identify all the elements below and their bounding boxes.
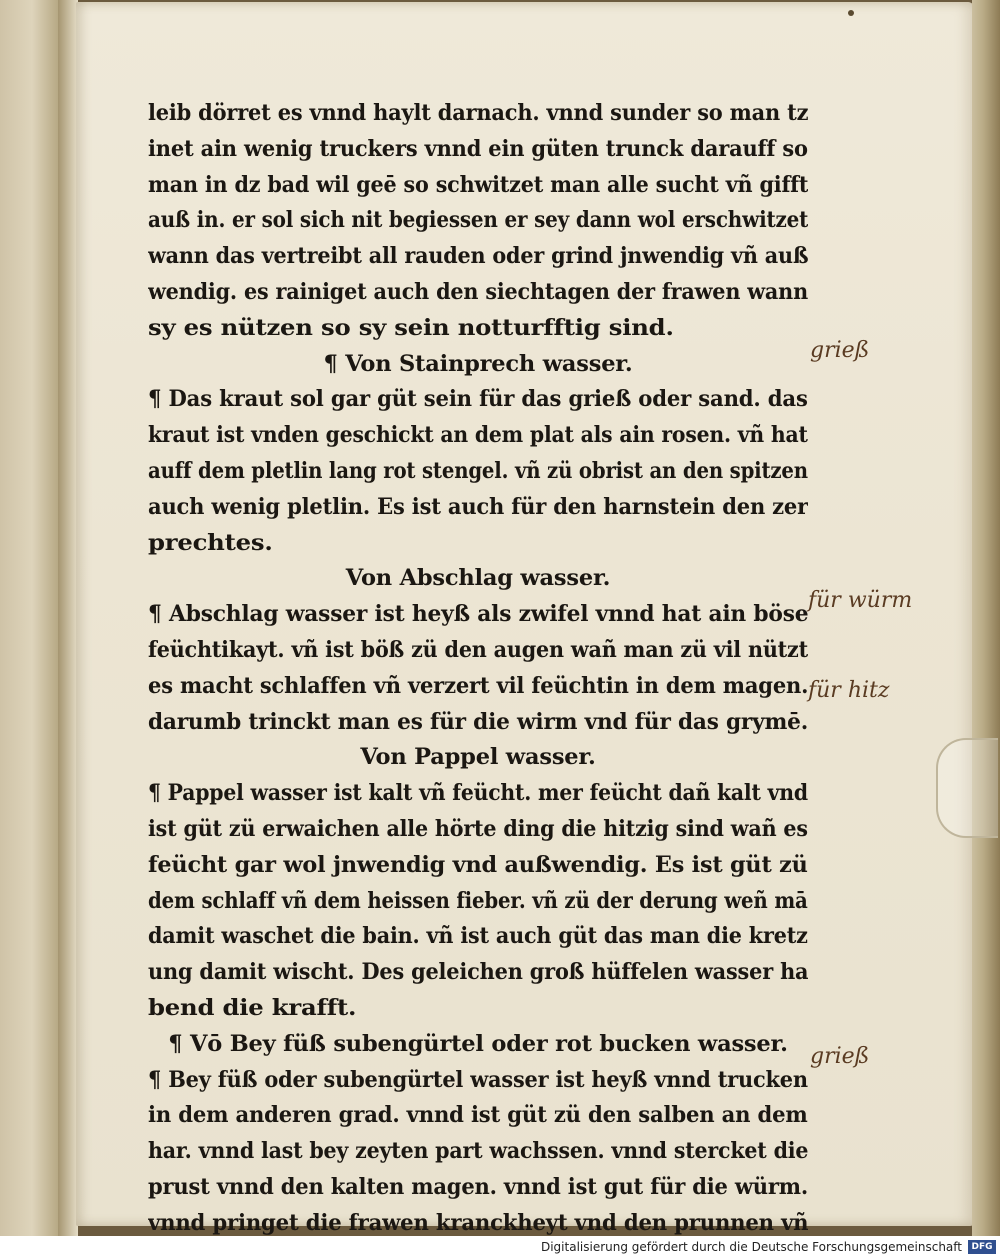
text-line: in dem anderen grad. vnnd ist güt zü den salben an dem — [148, 1102, 808, 1129]
text-line: inet ain wenig truckers vnnd ein güten trunck darauff so — [148, 135, 808, 162]
page-clip — [936, 738, 998, 838]
main-text-block — [148, 96, 808, 1236]
marginal-note: für hitz — [808, 678, 890, 703]
text-line: feücht gar wol jnwendig vnd außwendig. Es ist güt zü — [148, 851, 808, 878]
text-line: dem schlaff vñ dem heissen fieber. vñ zü der derung weñ mā — [148, 887, 808, 914]
text-line: darumb trinckt man es für die wirm vnd für das grymē. — [148, 708, 808, 735]
text-line: ¶ Bey füß oder subengürtel wasser ist heyß vnnd trucken — [148, 1066, 808, 1093]
text-line: ¶ Das kraut sol gar güt sein für das grieß oder sand. das — [148, 386, 808, 413]
text-line: vnnd pringet die frawen kranckheyt vnd den prunnen vñ — [148, 1209, 808, 1236]
marginal-note: grieß — [810, 338, 870, 363]
text-line: har. vnnd last bey zeyten part wachssen. vnnd stercket die — [148, 1138, 808, 1165]
text-line: damit waschet die bain. vñ ist auch güt das man die kretz — [148, 923, 808, 950]
footer-bar — [0, 1236, 1000, 1260]
text-line: ung damit wischt. Des geleichen groß hüffelen wasser ha — [148, 959, 808, 986]
marginal-note: grieß — [810, 1044, 870, 1069]
funding-credit: Digitalisierung gefördert durch die Deutsche Forschungsgemeinschaft — [540, 1240, 962, 1254]
right-page-edge — [972, 0, 1000, 1236]
text-line: auß in. er sol sich nit begiessen er sey dann wol erschwitzet — [148, 207, 808, 234]
page-speck — [848, 10, 854, 16]
text-line: ¶ Pappel wasser ist kalt vñ feücht. mer feücht dañ kalt vnd — [148, 780, 808, 807]
section-heading: ¶ Vō Bey füß subengürtel oder rot bucken wasser. — [168, 1030, 788, 1057]
text-line: kraut ist vnden geschickt an dem plat als ain rosen. vñ hat — [148, 422, 808, 449]
section-heading: Von Pappel wasser. — [360, 744, 596, 771]
text-line: ¶ Abschlag wasser ist heyß als zwifel vnnd hat ain böse — [148, 601, 808, 628]
text-line: bend die krafft. — [148, 994, 357, 1021]
text-line: auch wenig pletlin. Es ist auch für den harnstein den zer — [148, 493, 808, 520]
left-page-edge — [0, 0, 60, 1236]
text-line: sy es nützen so sy sein notturfftig sind. — [148, 314, 674, 341]
dfg-logo: DFG — [968, 1240, 996, 1254]
text-line: wendig. es rainiget auch den siechtagen der frawen wann — [148, 278, 808, 305]
text-line: feüchtikayt. vñ ist böß zü den augen wañ man zü vil nützt — [148, 636, 808, 663]
section-heading: ¶ Von Stainprech wasser. — [323, 350, 633, 377]
marginal-note: für würm — [808, 588, 913, 613]
text-line: ist güt zü erwaichen alle hörte ding die hitzig sind wañ es — [148, 815, 808, 842]
book-gutter — [58, 0, 78, 1236]
section-heading: Von Abschlag wasser. — [345, 565, 611, 592]
text-line: prust vnnd den kalten magen. vnnd ist gut für die würm. — [148, 1173, 808, 1200]
text-line: wann das vertreibt all rauden oder grind jnwendig vñ auß — [148, 243, 808, 270]
text-line: auff dem pletlin lang rot stengel. vñ zü obrist an den spitzen — [148, 457, 808, 484]
text-line: leib dörret es vnnd haylt darnach. vnnd sunder so man tz — [148, 100, 808, 126]
text-line: man in dz bad wil geē so schwitzet man alle sucht vñ gifft — [148, 171, 808, 198]
text-line: es macht schlaffen vñ verzert vil feüchtin in dem magen. — [148, 672, 808, 699]
text-line: prechtes. — [148, 529, 273, 556]
